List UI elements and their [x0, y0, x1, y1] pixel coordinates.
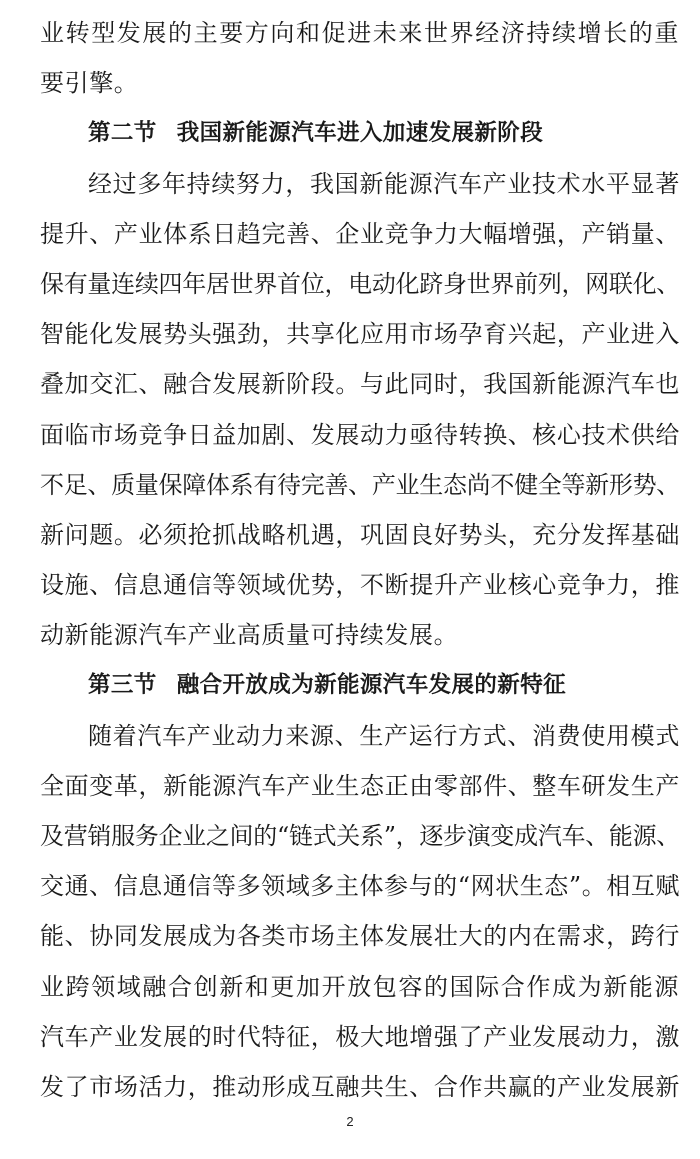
text-line: 全面变革，新能源汽车产业生态正由零部件、整车研发生产	[40, 771, 680, 800]
text-line: 叠加交汇、融合发展新阶段。与此同时，我国新能源汽车也	[40, 370, 680, 399]
text-line: 动新能源汽车产业高质量可持续发展。	[40, 621, 459, 650]
section-label: 第二节	[88, 120, 157, 147]
page-number: 2	[346, 1114, 354, 1129]
text-line: 保有量连续四年居世界首位，电动化跻身世界前列，网联化、	[40, 269, 680, 298]
text-line: 业转型发展的主要方向和促进未来世界经济持续增长的重	[40, 19, 680, 47]
section-heading	[40, 660, 680, 710]
text-line: 发了市场活力，推动形成互融共生、合作共赢的产业发展新	[40, 1072, 680, 1101]
text-line: 新问题。必须抢抓战略机遇，巩固良好势头，充分发挥基础	[40, 520, 680, 549]
document-body	[40, 8, 680, 1112]
text-line: 及营销服务企业之间的“链式关系”，逐步演变成汽车、能源、	[40, 822, 680, 850]
text-line: 不足、质量保障体系有待完善、产业生态尚不健全等新形势、	[40, 470, 680, 499]
text-line: 经过多年持续努力，我国新能源汽车产业技术水平显著	[88, 169, 680, 198]
text-line: 汽车产业发展的时代特征，极大地增强了产业发展动力，激	[40, 1022, 680, 1051]
text-line: 面临市场竞争日益加剧、发展动力亟待转换、核心技术供给	[40, 420, 680, 449]
text-line: 业跨领域融合创新和更加开放包容的国际合作成为新能源	[40, 972, 680, 1001]
section-label: 第三节	[88, 672, 157, 699]
text-line: 要引擎。	[40, 69, 139, 98]
section-title: 融合开放成为新能源汽车发展的新特征	[176, 672, 567, 699]
text-line: 智能化发展势头强劲，共享化应用市场孕育兴起，产业进入	[40, 320, 680, 349]
text-line: 交通、信息通信等多领域多主体参与的“网状生态”。相互赋	[40, 872, 680, 901]
text-line: 随着汽车产业动力来源、生产运行方式、消费使用模式	[88, 721, 680, 750]
text-line: 提升、产业体系日趋完善、企业竞争力大幅增强，产销量、	[40, 219, 680, 248]
section-heading	[40, 108, 680, 158]
text-line: 能、协同发展成为各类市场主体发展壮大的内在需求，跨行	[40, 922, 680, 951]
text-line: 设施、信息通信等领域优势，不断提升产业核心竞争力，推	[40, 571, 680, 600]
section-title: 我国新能源汽车进入加速发展新阶段	[176, 120, 544, 147]
